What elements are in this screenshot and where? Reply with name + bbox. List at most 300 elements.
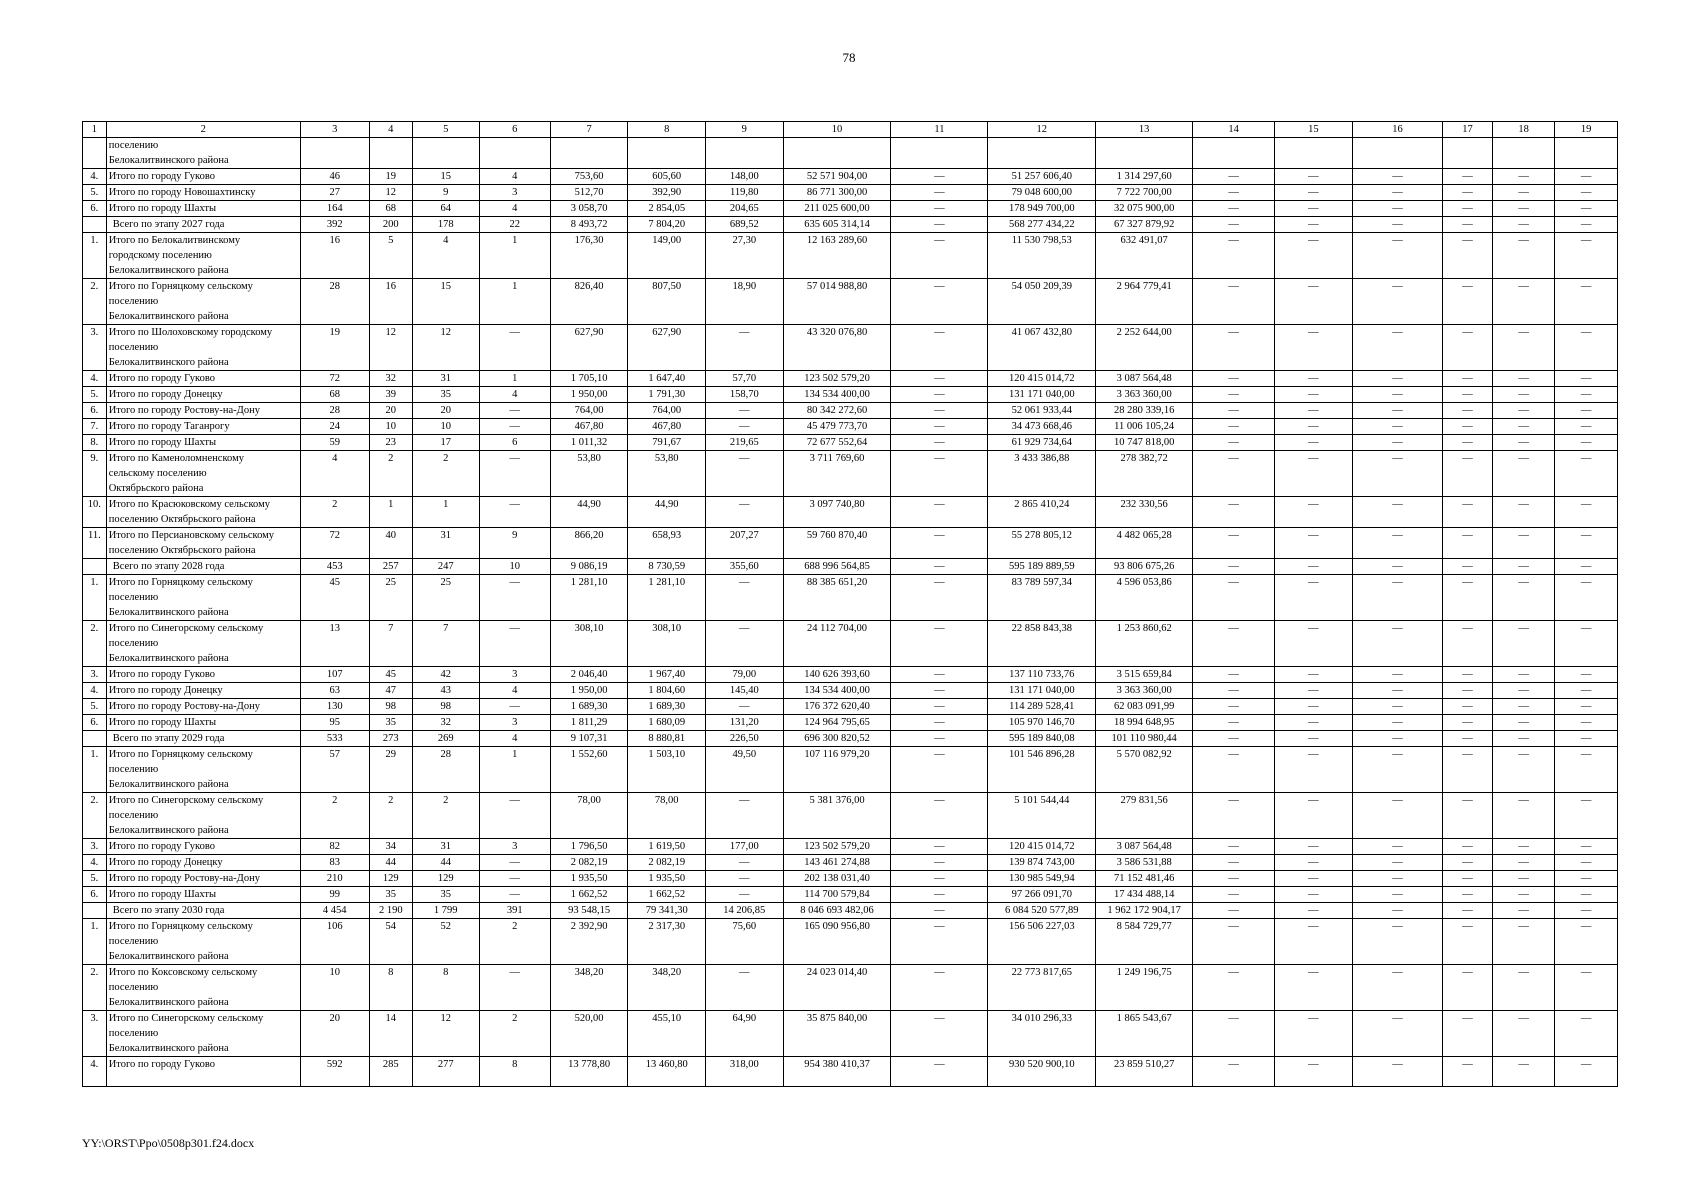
value-cell-col-15: — xyxy=(1275,371,1353,387)
value-cell-col-9 xyxy=(706,138,784,169)
value-cell-col-11: — xyxy=(891,233,988,279)
value-cell-col-4: 200 xyxy=(369,217,412,233)
value-cell-col-8: 308,10 xyxy=(628,621,706,667)
municipality-name-cell: Итого по городу Донецку xyxy=(106,855,300,871)
value-cell-col-8: 1 689,30 xyxy=(628,699,706,715)
value-cell-col-19: — xyxy=(1555,839,1618,855)
value-cell-col-19: — xyxy=(1555,887,1618,903)
value-cell-col-10: 57 014 988,80 xyxy=(783,279,891,325)
value-cell-col-15: — xyxy=(1275,855,1353,871)
value-cell-col-3: 130 xyxy=(300,699,369,715)
value-cell-col-18: — xyxy=(1492,559,1555,575)
value-cell-col-4: 54 xyxy=(369,919,412,965)
value-cell-col-12: 52 061 933,44 xyxy=(988,403,1096,419)
value-cell-col-18: — xyxy=(1492,1057,1555,1087)
value-cell-col-18: — xyxy=(1492,387,1555,403)
value-cell-col-17: — xyxy=(1443,715,1493,731)
value-cell-col-6: — xyxy=(479,887,550,903)
value-cell-col-7: 1 811,29 xyxy=(550,715,628,731)
value-cell-col-17: — xyxy=(1443,185,1493,201)
value-cell-col-19: — xyxy=(1555,325,1618,371)
value-cell-col-17: — xyxy=(1443,451,1493,497)
value-cell-col-16: — xyxy=(1352,621,1443,667)
value-cell-col-19: — xyxy=(1555,683,1618,699)
table-row xyxy=(83,1011,1618,1057)
value-cell-col-14: — xyxy=(1193,575,1275,621)
value-cell-col-15: — xyxy=(1275,233,1353,279)
value-cell-col-15: — xyxy=(1275,217,1353,233)
value-cell-col-7: 78,00 xyxy=(550,793,628,839)
column-header-12: 12 xyxy=(988,122,1096,138)
column-header-17: 17 xyxy=(1443,122,1493,138)
column-header-15: 15 xyxy=(1275,122,1353,138)
value-cell-col-7: 627,90 xyxy=(550,325,628,371)
value-cell-col-15: — xyxy=(1275,497,1353,528)
value-cell-col-11: — xyxy=(891,387,988,403)
value-cell-col-9: 119,80 xyxy=(706,185,784,201)
value-cell-col-8: 53,80 xyxy=(628,451,706,497)
value-cell-col-14: — xyxy=(1193,715,1275,731)
value-cell-col-6: 3 xyxy=(479,839,550,855)
value-cell-col-3: 20 xyxy=(300,1011,369,1057)
value-cell-col-12: 97 266 091,70 xyxy=(988,887,1096,903)
value-cell-col-13: 7 722 700,00 xyxy=(1096,185,1193,201)
value-cell-col-14: — xyxy=(1193,855,1275,871)
value-cell-col-7: 1 705,10 xyxy=(550,371,628,387)
value-cell-col-12: 3 433 386,88 xyxy=(988,451,1096,497)
stage-total-row xyxy=(83,903,1618,919)
value-cell-col-5: 42 xyxy=(412,667,479,683)
value-cell-col-18: — xyxy=(1492,699,1555,715)
value-cell-col-15: — xyxy=(1275,699,1353,715)
value-cell-col-16: — xyxy=(1352,497,1443,528)
value-cell-col-17: — xyxy=(1443,1057,1493,1087)
value-cell-col-12: 51 257 606,40 xyxy=(988,169,1096,185)
value-cell-col-12: 131 171 040,00 xyxy=(988,387,1096,403)
value-cell-col-12: 131 171 040,00 xyxy=(988,683,1096,699)
row-number-cell: 7. xyxy=(83,419,107,435)
municipality-name-cell: Итого по городу Ростову-на-Дону xyxy=(106,871,300,887)
value-cell-col-15: — xyxy=(1275,747,1353,793)
value-cell-col-17: — xyxy=(1443,387,1493,403)
value-cell-col-18: — xyxy=(1492,217,1555,233)
municipality-name-cell: Итого по городу Шахты xyxy=(106,887,300,903)
value-cell-col-19: — xyxy=(1555,1011,1618,1057)
value-cell-col-17: — xyxy=(1443,435,1493,451)
value-cell-col-4: 39 xyxy=(369,387,412,403)
value-cell-col-11: — xyxy=(891,855,988,871)
value-cell-col-10: 140 626 393,60 xyxy=(783,667,891,683)
value-cell-col-17: — xyxy=(1443,419,1493,435)
value-cell-col-15 xyxy=(1275,138,1353,169)
value-cell-col-4: 29 xyxy=(369,747,412,793)
municipality-name-cell: Итого по городу Гуково xyxy=(106,667,300,683)
value-cell-col-8: 8 880,81 xyxy=(628,731,706,747)
page-number: 78 xyxy=(842,50,856,65)
value-cell-col-9: 226,50 xyxy=(706,731,784,747)
value-cell-col-9: 75,60 xyxy=(706,919,784,965)
value-cell-col-17: — xyxy=(1443,497,1493,528)
value-cell-col-6: — xyxy=(479,575,550,621)
value-cell-col-7: 1 552,60 xyxy=(550,747,628,793)
value-cell-col-12: 120 415 014,72 xyxy=(988,371,1096,387)
value-cell-col-16: — xyxy=(1352,855,1443,871)
value-cell-col-4: 10 xyxy=(369,419,412,435)
value-cell-col-17: — xyxy=(1443,839,1493,855)
value-cell-col-4: 12 xyxy=(369,185,412,201)
value-cell-col-13: 2 252 644,00 xyxy=(1096,325,1193,371)
value-cell-col-7: 1 689,30 xyxy=(550,699,628,715)
value-cell-col-19: — xyxy=(1555,575,1618,621)
value-cell-col-18: — xyxy=(1492,528,1555,559)
value-cell-col-10: 123 502 579,20 xyxy=(783,371,891,387)
value-cell-col-3: 210 xyxy=(300,871,369,887)
value-cell-col-8: 764,00 xyxy=(628,403,706,419)
value-cell-col-4: 2 xyxy=(369,451,412,497)
value-cell-col-17: — xyxy=(1443,279,1493,325)
value-cell-col-12: 178 949 700,00 xyxy=(988,201,1096,217)
value-cell-col-10: 35 875 840,00 xyxy=(783,1011,891,1057)
value-cell-col-11: — xyxy=(891,185,988,201)
value-cell-col-17: — xyxy=(1443,919,1493,965)
value-cell-col-19: — xyxy=(1555,528,1618,559)
municipality-name-cell: Итого по городу Шахты xyxy=(106,715,300,731)
municipality-name-cell: Итого по Синегорскому сельскому поселению Белокалитвинского района xyxy=(106,621,300,667)
value-cell-col-14: — xyxy=(1193,559,1275,575)
value-cell-col-7: 826,40 xyxy=(550,279,628,325)
value-cell-col-3: 533 xyxy=(300,731,369,747)
value-cell-col-12: 120 415 014,72 xyxy=(988,839,1096,855)
value-cell-col-18: — xyxy=(1492,667,1555,683)
row-number-cell xyxy=(83,559,107,575)
value-cell-col-18: — xyxy=(1492,903,1555,919)
value-cell-col-10: 59 760 870,40 xyxy=(783,528,891,559)
value-cell-col-10: 124 964 795,65 xyxy=(783,715,891,731)
value-cell-col-7: 9 107,31 xyxy=(550,731,628,747)
value-cell-col-19: — xyxy=(1555,667,1618,683)
value-cell-col-5: 12 xyxy=(412,1011,479,1057)
value-cell-col-3: 99 xyxy=(300,887,369,903)
value-cell-col-4: 45 xyxy=(369,667,412,683)
value-cell-col-8: 627,90 xyxy=(628,325,706,371)
row-number-cell: 10. xyxy=(83,497,107,528)
value-cell-col-6: 8 xyxy=(479,1057,550,1087)
value-cell-col-6: 2 xyxy=(479,1011,550,1057)
value-cell-col-8: 1 804,60 xyxy=(628,683,706,699)
table-row xyxy=(83,403,1618,419)
value-cell-col-19: — xyxy=(1555,1057,1618,1087)
value-cell-col-5: 98 xyxy=(412,699,479,715)
value-cell-col-19: — xyxy=(1555,965,1618,1011)
value-cell-col-9: 204,65 xyxy=(706,201,784,217)
table-body xyxy=(83,122,1618,1087)
value-cell-col-10: 8 046 693 482,06 xyxy=(783,903,891,919)
value-cell-col-4: 19 xyxy=(369,169,412,185)
value-cell-col-18: — xyxy=(1492,325,1555,371)
value-cell-col-9: 177,00 xyxy=(706,839,784,855)
value-cell-col-6: 22 xyxy=(479,217,550,233)
value-cell-col-19: — xyxy=(1555,201,1618,217)
value-cell-col-18: — xyxy=(1492,435,1555,451)
value-cell-col-11: — xyxy=(891,839,988,855)
municipality-name-cell: Итого по городу Ростову-на-Дону xyxy=(106,403,300,419)
row-number-cell: 2. xyxy=(83,793,107,839)
value-cell-col-12: 41 067 432,80 xyxy=(988,325,1096,371)
value-cell-col-12: 2 865 410,24 xyxy=(988,497,1096,528)
value-cell-col-7: 13 778,80 xyxy=(550,1057,628,1087)
value-cell-col-16: — xyxy=(1352,871,1443,887)
value-cell-col-17: — xyxy=(1443,683,1493,699)
value-cell-col-5: 12 xyxy=(412,325,479,371)
value-cell-col-5: 28 xyxy=(412,747,479,793)
value-cell-col-12: 34 010 296,33 xyxy=(988,1011,1096,1057)
value-cell-col-9: — xyxy=(706,325,784,371)
value-cell-col-4: 23 xyxy=(369,435,412,451)
value-cell-col-11: — xyxy=(891,371,988,387)
value-cell-col-3: 107 xyxy=(300,667,369,683)
value-cell-col-4: 1 xyxy=(369,497,412,528)
value-cell-col-10: 3 711 769,60 xyxy=(783,451,891,497)
column-header-5: 5 xyxy=(412,122,479,138)
value-cell-col-13: 2 964 779,41 xyxy=(1096,279,1193,325)
row-number-cell: 6. xyxy=(83,201,107,217)
value-cell-col-9: 27,30 xyxy=(706,233,784,279)
value-cell-col-10: 143 461 274,88 xyxy=(783,855,891,871)
row-number-cell: 2. xyxy=(83,965,107,1011)
value-cell-col-8: 44,90 xyxy=(628,497,706,528)
value-cell-col-12: 595 189 840,08 xyxy=(988,731,1096,747)
value-cell-col-12: 101 546 896,28 xyxy=(988,747,1096,793)
value-cell-col-8: 791,67 xyxy=(628,435,706,451)
table-row xyxy=(83,451,1618,497)
value-cell-col-10: 954 380 410,37 xyxy=(783,1057,891,1087)
value-cell-col-16: — xyxy=(1352,887,1443,903)
value-cell-col-7: 3 058,70 xyxy=(550,201,628,217)
value-cell-col-16: — xyxy=(1352,683,1443,699)
value-cell-col-13: 279 831,56 xyxy=(1096,793,1193,839)
row-number-cell: 3. xyxy=(83,325,107,371)
municipality-name-cell: Итого по городу Донецку xyxy=(106,387,300,403)
value-cell-col-10: 107 116 979,20 xyxy=(783,747,891,793)
value-cell-col-17: — xyxy=(1443,855,1493,871)
value-cell-col-9: 79,00 xyxy=(706,667,784,683)
value-cell-col-3: 82 xyxy=(300,839,369,855)
column-header-16: 16 xyxy=(1352,122,1443,138)
value-cell-col-8: 1 967,40 xyxy=(628,667,706,683)
value-cell-col-14: — xyxy=(1193,683,1275,699)
value-cell-col-16: — xyxy=(1352,451,1443,497)
value-cell-col-19: — xyxy=(1555,793,1618,839)
value-cell-col-15: — xyxy=(1275,731,1353,747)
value-cell-col-13: 28 280 339,16 xyxy=(1096,403,1193,419)
value-cell-col-4: 5 xyxy=(369,233,412,279)
value-cell-col-8: 392,90 xyxy=(628,185,706,201)
value-cell-col-3: 27 xyxy=(300,185,369,201)
value-cell-col-17: — xyxy=(1443,233,1493,279)
municipality-name-cell: Итого по городу Гуково xyxy=(106,839,300,855)
value-cell-col-7: 1 950,00 xyxy=(550,387,628,403)
value-cell-col-13: 11 006 105,24 xyxy=(1096,419,1193,435)
value-cell-col-9: 57,70 xyxy=(706,371,784,387)
value-cell-col-13: 632 491,07 xyxy=(1096,233,1193,279)
value-cell-col-6: — xyxy=(479,965,550,1011)
column-header-10: 10 xyxy=(783,122,891,138)
value-cell-col-8: 1 281,10 xyxy=(628,575,706,621)
value-cell-col-17: — xyxy=(1443,325,1493,371)
value-cell-col-3: 72 xyxy=(300,528,369,559)
table-row xyxy=(83,621,1618,667)
value-cell-col-16: — xyxy=(1352,715,1443,731)
row-number-cell: 1. xyxy=(83,919,107,965)
value-cell-col-9: 355,60 xyxy=(706,559,784,575)
value-cell-col-3: 164 xyxy=(300,201,369,217)
stage-total-label: Всего по этапу 2029 года xyxy=(106,731,300,747)
value-cell-col-6: 4 xyxy=(479,683,550,699)
value-cell-col-12: 22 773 817,65 xyxy=(988,965,1096,1011)
value-cell-col-6: — xyxy=(479,793,550,839)
row-number-cell: 3. xyxy=(83,667,107,683)
value-cell-col-14: — xyxy=(1193,871,1275,887)
value-cell-col-12: 130 985 549,94 xyxy=(988,871,1096,887)
value-cell-col-3: 13 xyxy=(300,621,369,667)
value-cell-col-3: 83 xyxy=(300,855,369,871)
value-cell-col-3: 63 xyxy=(300,683,369,699)
value-cell-col-14: — xyxy=(1193,747,1275,793)
value-cell-col-5: 2 xyxy=(412,793,479,839)
column-header-9: 9 xyxy=(706,122,784,138)
value-cell-col-17: — xyxy=(1443,965,1493,1011)
municipality-name-cell: Итого по городу Донецку xyxy=(106,683,300,699)
value-cell-col-6: — xyxy=(479,855,550,871)
value-cell-col-14: — xyxy=(1193,387,1275,403)
value-cell-col-5 xyxy=(412,138,479,169)
value-cell-col-5: 44 xyxy=(412,855,479,871)
value-cell-col-18: — xyxy=(1492,793,1555,839)
value-cell-col-11: — xyxy=(891,667,988,683)
value-cell-col-3: 28 xyxy=(300,279,369,325)
value-cell-col-18: — xyxy=(1492,279,1555,325)
value-cell-col-5: 129 xyxy=(412,871,479,887)
value-cell-col-4: 14 xyxy=(369,1011,412,1057)
value-cell-col-11: — xyxy=(891,887,988,903)
value-cell-col-16: — xyxy=(1352,233,1443,279)
value-cell-col-4: 35 xyxy=(369,887,412,903)
value-cell-col-19: — xyxy=(1555,435,1618,451)
value-cell-col-12: 34 473 668,46 xyxy=(988,419,1096,435)
table-row xyxy=(83,715,1618,731)
row-number-cell: 5. xyxy=(83,871,107,887)
value-cell-col-9: — xyxy=(706,699,784,715)
value-cell-col-18 xyxy=(1492,138,1555,169)
value-cell-col-5: 43 xyxy=(412,683,479,699)
value-cell-col-4: 16 xyxy=(369,279,412,325)
table-row xyxy=(83,279,1618,325)
value-cell-col-7: 2 082,19 xyxy=(550,855,628,871)
stage-total-label: Всего по этапу 2027 года xyxy=(106,217,300,233)
value-cell-col-18: — xyxy=(1492,715,1555,731)
value-cell-col-13: 10 747 818,00 xyxy=(1096,435,1193,451)
table-row xyxy=(83,575,1618,621)
value-cell-col-9: 49,50 xyxy=(706,747,784,793)
value-cell-col-19: — xyxy=(1555,419,1618,435)
column-header-14: 14 xyxy=(1193,122,1275,138)
value-cell-col-11: — xyxy=(891,435,988,451)
value-cell-col-15: — xyxy=(1275,667,1353,683)
value-cell-col-9: — xyxy=(706,419,784,435)
stage-total-row xyxy=(83,559,1618,575)
value-cell-col-3: 4 xyxy=(300,451,369,497)
table-row xyxy=(83,1057,1618,1087)
value-cell-col-19: — xyxy=(1555,919,1618,965)
column-header-13: 13 xyxy=(1096,122,1193,138)
value-cell-col-12: 5 101 544,44 xyxy=(988,793,1096,839)
value-cell-col-8: 1 680,09 xyxy=(628,715,706,731)
value-cell-col-15: — xyxy=(1275,683,1353,699)
value-cell-col-19: — xyxy=(1555,699,1618,715)
value-cell-col-6: 10 xyxy=(479,559,550,575)
value-cell-col-11: — xyxy=(891,903,988,919)
value-cell-col-3: 24 xyxy=(300,419,369,435)
value-cell-col-13: 8 584 729,77 xyxy=(1096,919,1193,965)
value-cell-col-8: 467,80 xyxy=(628,419,706,435)
value-cell-col-16: — xyxy=(1352,371,1443,387)
value-cell-col-5: 7 xyxy=(412,621,479,667)
value-cell-col-10: 165 090 956,80 xyxy=(783,919,891,965)
value-cell-col-14: — xyxy=(1193,419,1275,435)
row-number-cell xyxy=(83,138,107,169)
value-cell-col-8: 78,00 xyxy=(628,793,706,839)
value-cell-col-7: 8 493,72 xyxy=(550,217,628,233)
value-cell-col-4: 68 xyxy=(369,201,412,217)
value-cell-col-17: — xyxy=(1443,793,1493,839)
table-row xyxy=(83,371,1618,387)
value-cell-col-4: 25 xyxy=(369,575,412,621)
value-cell-col-9: 14 206,85 xyxy=(706,903,784,919)
value-cell-col-7: 53,80 xyxy=(550,451,628,497)
value-cell-col-6: 3 xyxy=(479,667,550,683)
value-cell-col-10: 80 342 272,60 xyxy=(783,403,891,419)
column-header-11: 11 xyxy=(891,122,988,138)
value-cell-col-16: — xyxy=(1352,965,1443,1011)
table-row xyxy=(83,387,1618,403)
value-cell-col-14: — xyxy=(1193,965,1275,1011)
value-cell-col-15: — xyxy=(1275,919,1353,965)
value-cell-col-18: — xyxy=(1492,169,1555,185)
value-cell-col-8: 1 619,50 xyxy=(628,839,706,855)
value-cell-col-15: — xyxy=(1275,325,1353,371)
value-cell-col-4: 35 xyxy=(369,715,412,731)
value-cell-col-8: 455,10 xyxy=(628,1011,706,1057)
value-cell-col-18: — xyxy=(1492,371,1555,387)
value-cell-col-11: — xyxy=(891,201,988,217)
value-cell-col-12: 55 278 805,12 xyxy=(988,528,1096,559)
row-number-cell: 6. xyxy=(83,887,107,903)
value-cell-col-16: — xyxy=(1352,435,1443,451)
value-cell-col-11: — xyxy=(891,731,988,747)
value-cell-col-13: 1 253 860,62 xyxy=(1096,621,1193,667)
value-cell-col-10: 635 605 314,14 xyxy=(783,217,891,233)
value-cell-col-11: — xyxy=(891,559,988,575)
value-cell-col-7: 520,00 xyxy=(550,1011,628,1057)
table-row xyxy=(83,965,1618,1011)
value-cell-col-10: 114 700 579,84 xyxy=(783,887,891,903)
row-number-cell xyxy=(83,903,107,919)
value-cell-col-7: 467,80 xyxy=(550,419,628,435)
value-cell-col-16: — xyxy=(1352,528,1443,559)
value-cell-col-15: — xyxy=(1275,887,1353,903)
value-cell-col-11: — xyxy=(891,451,988,497)
value-cell-col-11: — xyxy=(891,1011,988,1057)
